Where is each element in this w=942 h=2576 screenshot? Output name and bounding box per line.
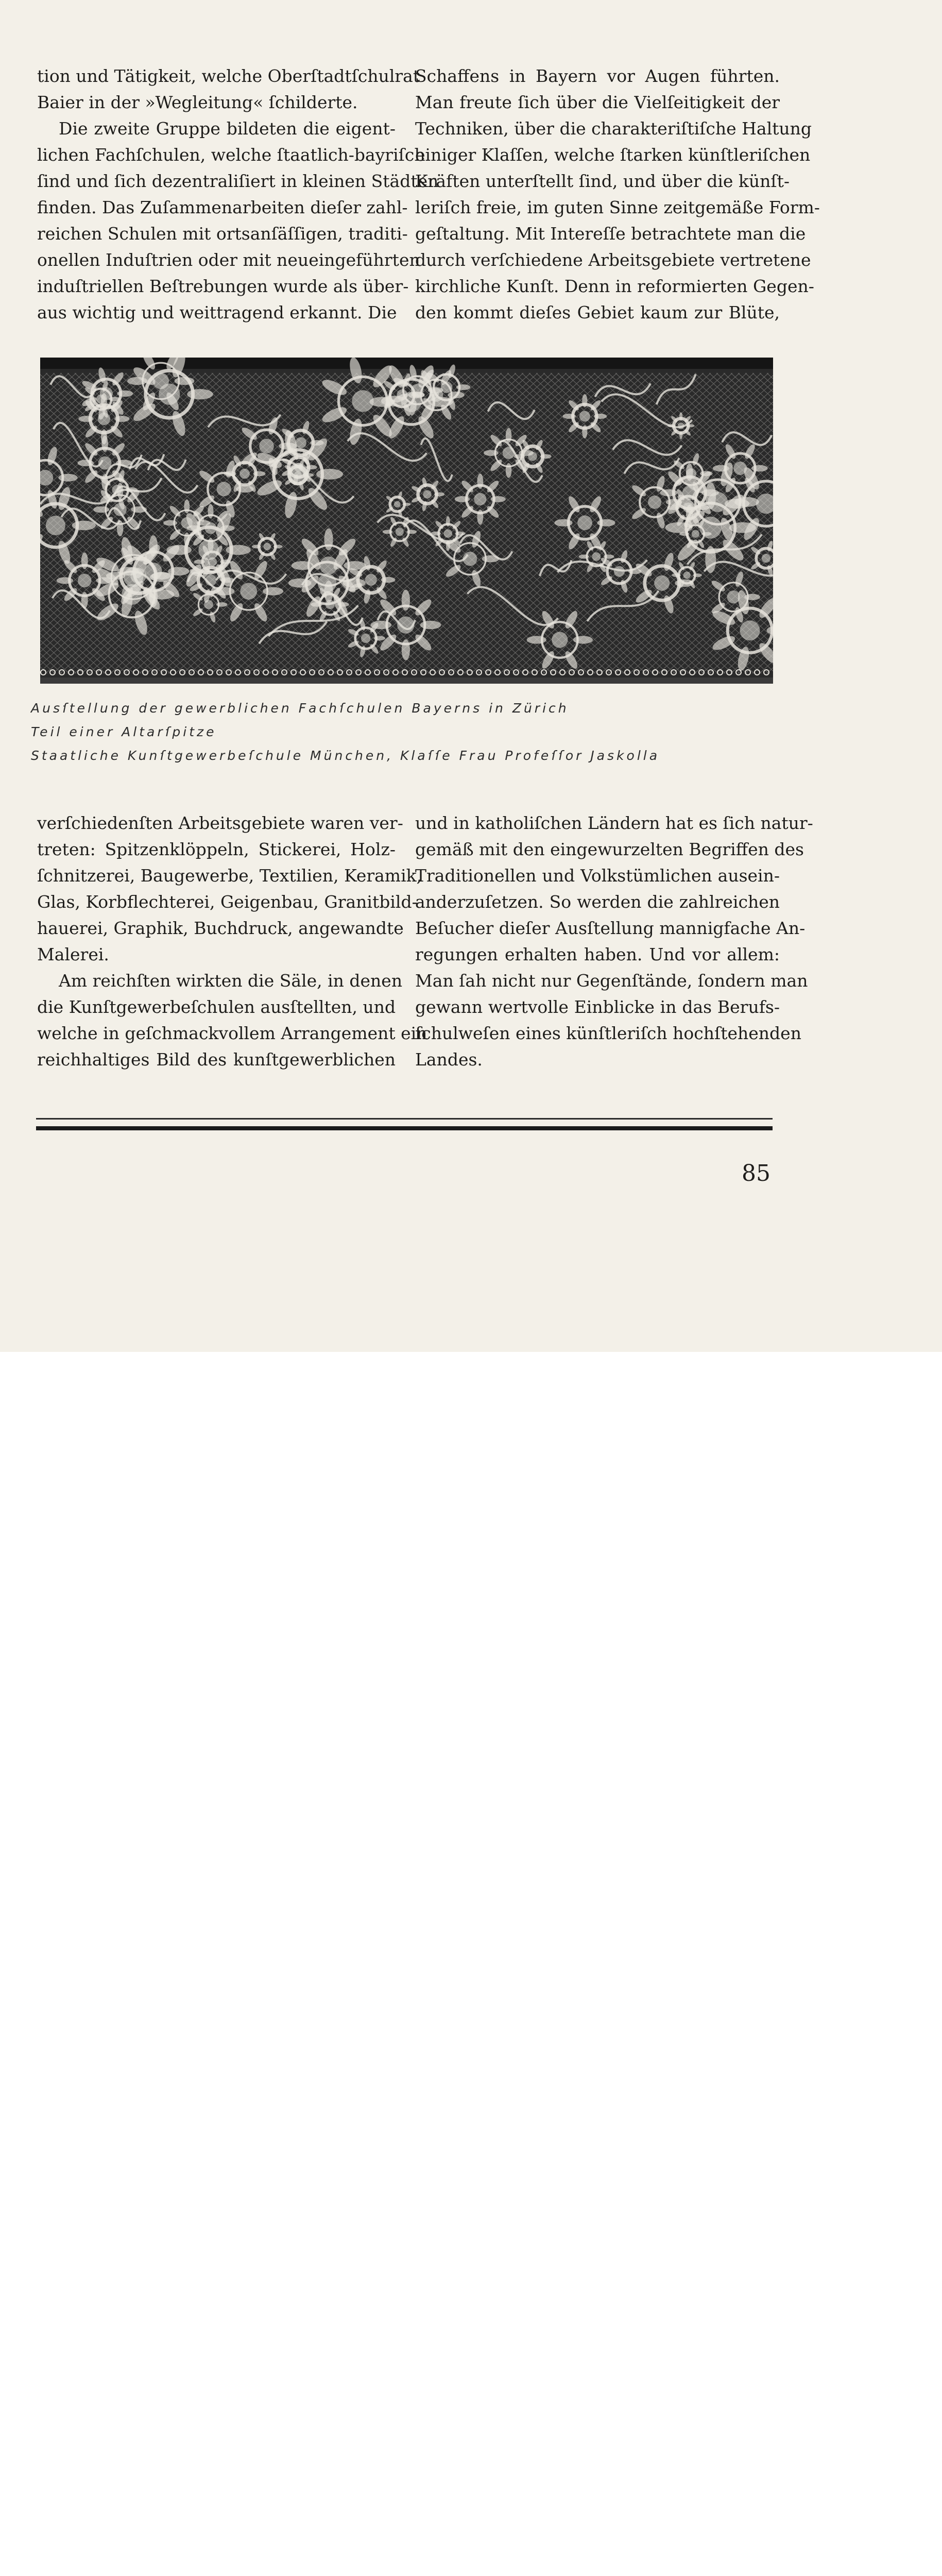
lace-motif xyxy=(239,469,250,479)
lace-motif xyxy=(328,670,333,675)
text-line: Man ſah nicht nur Gegenſtände, ſondern man xyxy=(415,971,808,991)
lace-motif xyxy=(41,670,46,675)
text-line: durch verſchiedene Arbeitsgebiete vertretene xyxy=(415,250,811,270)
lace-motif xyxy=(708,670,713,675)
lace-motif xyxy=(189,670,194,675)
lace-motif xyxy=(690,670,695,675)
text-line: Techniken, über die charakteriſtiſche Haltung xyxy=(415,118,812,139)
lace-motif xyxy=(396,528,404,536)
lace-motif xyxy=(300,670,305,675)
text-line: reichhaltiges Bild des kunſtgewerblichen xyxy=(37,1049,396,1070)
lace-motif xyxy=(527,636,546,643)
text-line: finden. Das Zuſammenarbeiten dieſer zahl- xyxy=(37,197,408,217)
lace-motif xyxy=(57,577,73,584)
lace-motif xyxy=(506,463,512,478)
lace-motif xyxy=(106,572,125,580)
text-line: hauerei, Graphik, Buchdruck, angewandte xyxy=(37,918,404,938)
lace-motif xyxy=(519,450,534,456)
text-line: treten: Spitzenklöppeln, Stickerei, Holz- xyxy=(37,839,396,859)
lace-motif xyxy=(740,620,760,640)
text-line: welche in geſchmackvollem Arrangement ein xyxy=(37,1023,427,1043)
lace-motif xyxy=(208,504,213,518)
lace-motif xyxy=(326,600,335,609)
text-line: Die zweite Gruppe bildeten die eigent- xyxy=(59,118,396,139)
lace-motif xyxy=(578,554,589,558)
lace-motif xyxy=(252,545,261,548)
altar-lace-image xyxy=(40,358,773,684)
lace-motif xyxy=(717,670,723,675)
lace-motif xyxy=(734,497,759,507)
text-column-top-left xyxy=(37,63,439,326)
caption-line: Teil einer Altarſpitze xyxy=(31,724,217,739)
caption-line: Ausſtellung der gewerblichen Fachſchulen Bayerns in Zürich xyxy=(31,701,569,716)
lace-motif xyxy=(254,670,259,675)
page-number: 85 xyxy=(742,1160,770,1187)
lace-motif xyxy=(430,670,435,675)
lace-motif xyxy=(58,474,77,482)
lace-motif xyxy=(106,670,111,675)
lace-motif xyxy=(316,469,343,480)
lace-motif xyxy=(98,413,110,425)
lace-motif xyxy=(540,454,552,459)
lace-motif xyxy=(660,489,678,497)
lace-motif xyxy=(448,392,465,398)
lace-motif xyxy=(456,384,471,390)
lace-motif xyxy=(474,493,486,505)
lace-motif xyxy=(279,443,297,450)
lace-motif xyxy=(702,532,712,536)
text-line: und in katholiſchen Ländern hat es ſich natur- xyxy=(415,813,813,833)
lace-motif xyxy=(198,670,203,675)
lace-motif xyxy=(370,621,391,629)
text-line: lichen Fachſchulen, welche ſtaatlich-bayriſch xyxy=(37,145,425,165)
caption-line: Staatliche Kunſtgewerbeſchule München, Klaſſe Frau Profeſſor Jaskolla xyxy=(31,748,660,763)
lace-motif xyxy=(675,579,694,587)
lace-motif xyxy=(319,670,324,675)
lace-motif xyxy=(130,568,146,584)
lace-motif xyxy=(381,577,395,583)
text-line: ſind und ſich dezentraliſiert in kleinen Städten xyxy=(37,171,439,191)
lace-motif xyxy=(420,621,441,629)
lace-motif xyxy=(490,496,506,502)
text-line: Landes. xyxy=(415,1049,483,1070)
text-line: Am reichſten wirkten die Säle, in denen xyxy=(59,971,403,991)
text-line: einiger Klaſſen, welche ſtarken künſtleriſchen xyxy=(415,145,811,165)
lace-motif xyxy=(46,516,65,535)
lace-motif xyxy=(744,594,760,600)
lace-motif xyxy=(523,670,528,675)
lace-motif xyxy=(766,625,773,635)
lace-motif xyxy=(402,639,410,660)
lace-motif xyxy=(168,504,182,518)
lace-motif xyxy=(455,496,470,502)
lace-motif xyxy=(101,393,107,409)
text-line: ſchulweſen eines künſtleriſch hochſtehenden xyxy=(415,1023,801,1043)
lace-motif xyxy=(288,579,312,588)
lace-motif xyxy=(513,670,519,675)
lace-motif xyxy=(40,470,53,486)
lace-motif xyxy=(324,528,333,550)
lace-motif xyxy=(560,670,565,675)
lace-motif xyxy=(592,552,601,561)
lace-motif xyxy=(224,471,236,477)
lace-motif xyxy=(582,394,587,408)
lace-motif xyxy=(168,528,182,541)
lace-motif xyxy=(554,519,572,527)
lace-motif xyxy=(679,412,682,420)
lace-motif xyxy=(449,670,454,675)
text-line: Traditionellen und Volkstümlichen ausein- xyxy=(415,866,780,886)
lace-motif xyxy=(263,587,283,596)
lace-motif xyxy=(648,496,661,509)
lace-motif xyxy=(124,670,129,675)
lace-motif xyxy=(582,425,587,438)
lace-motif xyxy=(489,458,504,473)
lace-motif xyxy=(217,482,231,496)
text-column-bottom-right xyxy=(415,810,813,1073)
lace-motif xyxy=(562,414,576,419)
digitization-footer xyxy=(0,1352,942,1411)
text-line: aus wichtig und weittragend erkannt. Die xyxy=(37,302,397,323)
lace-motif xyxy=(166,545,192,555)
lace-motif xyxy=(273,545,283,548)
lace-motif xyxy=(109,397,120,401)
lace-motif xyxy=(163,520,177,526)
text-column-top-right xyxy=(415,63,820,326)
text-line: Baier in der »Wegleitung« ſchilderte. xyxy=(37,92,358,112)
lace-motif xyxy=(151,572,170,580)
lace-motif xyxy=(194,560,205,564)
lace-motif xyxy=(81,552,88,569)
lace-motif xyxy=(127,377,147,385)
text-line: geſtaltung. Mit Intereſſe betrachtete man die xyxy=(415,224,806,244)
lace-motif xyxy=(133,670,139,675)
lace-motif xyxy=(597,519,615,527)
lace-motif xyxy=(263,670,268,675)
lace-motif xyxy=(604,554,614,558)
lace-motif xyxy=(352,390,373,412)
lace-motif xyxy=(495,670,500,675)
lace-motif xyxy=(295,437,306,449)
lace-motif xyxy=(578,670,584,675)
text-line: Man freute ſich über die Vielſeitigkeit der xyxy=(415,92,780,112)
lace-motif xyxy=(579,411,590,422)
lace-motif xyxy=(393,670,398,675)
lace-motif xyxy=(446,516,450,527)
lace-motif xyxy=(101,436,108,452)
text-line: verſchiedenſten Arbeitsgebiete waren ver- xyxy=(37,813,403,833)
lace-motif xyxy=(93,506,109,513)
lace-motif xyxy=(361,634,370,643)
lace-motif xyxy=(394,501,401,507)
text-line: Schaffens in Bayern vor Augen führten. xyxy=(415,66,780,86)
lace-motif xyxy=(444,529,452,537)
text-line: anderzuſetzen. So werden die zahlreichen xyxy=(415,892,780,912)
lace-motif xyxy=(259,439,274,454)
lace-motif xyxy=(653,670,658,675)
lace-motif xyxy=(756,494,773,514)
lace-motif xyxy=(552,632,568,648)
lace-motif xyxy=(373,636,385,640)
lace-motif xyxy=(365,574,377,586)
lace-motif xyxy=(184,499,190,513)
text-line: regungen erhalten haben. Und vor allem: xyxy=(415,944,780,964)
lace-motif xyxy=(423,490,431,498)
lace-motif xyxy=(643,670,648,675)
lace-motif xyxy=(588,670,593,675)
text-line: leriſch freie, im guten Sinne zeitgemäße Form- xyxy=(415,197,820,217)
lace-motif xyxy=(59,670,64,675)
text-line: Beſucher dieſer Ausſtellung mannigfache An- xyxy=(415,918,806,938)
lace-motif xyxy=(198,540,219,561)
lace-motif xyxy=(240,583,257,600)
lace-motif xyxy=(406,530,417,534)
lace-motif xyxy=(311,602,322,607)
text-line: kirchliche Kunſt. Denn in reformierten Gegen- xyxy=(415,276,814,296)
lace-motif xyxy=(434,492,444,496)
text-line: Malerei. xyxy=(37,944,109,964)
lace-motif xyxy=(235,670,241,675)
lace-motif xyxy=(770,465,773,492)
lace-motif xyxy=(68,670,74,675)
lace-motif xyxy=(625,670,630,675)
lace-motif xyxy=(755,670,760,675)
lace-motif xyxy=(117,391,133,397)
lace-motif xyxy=(654,575,670,591)
lace-motif xyxy=(408,392,425,398)
lace-motif xyxy=(40,677,773,684)
lace-motif xyxy=(306,465,317,470)
lace-motif xyxy=(700,471,713,476)
text-line: tion und Tätigkeit, welche Oberſtadtſchulrat xyxy=(37,66,420,86)
lace-motif xyxy=(78,574,92,588)
lace-motif xyxy=(594,414,607,419)
lace-motif xyxy=(708,492,728,512)
lace-motif xyxy=(187,389,213,399)
lace-motif xyxy=(506,428,512,443)
lace-motif xyxy=(253,471,265,477)
lace-motif xyxy=(264,543,271,551)
text-line: den kommt dieſes Gebiet kaum zur Blüte, xyxy=(415,302,780,323)
figure-caption xyxy=(31,697,752,768)
lace-motif xyxy=(365,670,370,675)
text-line: Kräften unterſtellt ſind, und über die künſt- xyxy=(415,171,790,191)
lace-motif xyxy=(175,377,195,385)
lace-motif xyxy=(430,388,443,402)
lace-motif xyxy=(342,579,366,588)
lace-motif xyxy=(78,416,94,422)
lace-motif xyxy=(216,602,228,607)
lace-motif xyxy=(729,522,756,533)
lace-motif xyxy=(693,573,702,577)
lace-motif xyxy=(72,521,96,531)
lace-motif xyxy=(727,590,740,603)
lace-motif xyxy=(114,416,130,422)
lace-motif xyxy=(686,468,696,479)
text-line: die Kunſtgewerbeſchulen ausſtellten, und xyxy=(37,997,396,1017)
lace-motif xyxy=(679,532,689,536)
lace-motif xyxy=(692,530,699,538)
text-line: induſtriellen Beſtrebungen wurde als über- xyxy=(37,276,409,296)
lace-motif xyxy=(402,590,410,611)
lace-motif xyxy=(679,431,682,439)
lace-motif xyxy=(403,503,411,506)
lace-motif xyxy=(484,450,499,456)
text-line: gewann wertvolle Einblicke in das Berufs- xyxy=(415,997,780,1017)
lace-motif xyxy=(577,515,592,530)
lace-photograph xyxy=(40,358,773,684)
lace-motif xyxy=(573,636,593,643)
lace-motif xyxy=(477,473,483,489)
lace-motif xyxy=(762,554,770,563)
text-line: Glas, Korbflechterei, Geigenbau, Granitbild- xyxy=(37,892,418,912)
lace-motif xyxy=(455,532,465,536)
lace-motif xyxy=(170,670,176,675)
lace-motif xyxy=(751,465,768,472)
text-line: ſchnitzerei, Baugewerbe, Textilien, Keramik, xyxy=(37,866,422,886)
lace-motif xyxy=(421,438,452,481)
lace-motif xyxy=(477,510,483,525)
text-line: onellen Induſtrien oder mit neueingeführten xyxy=(37,250,420,270)
lace-motif xyxy=(384,670,389,675)
lace-motif xyxy=(458,670,463,675)
footer-rule-thick xyxy=(36,1126,773,1130)
lace-motif xyxy=(683,571,691,579)
text-column-bottom-left xyxy=(37,810,427,1073)
footer-rule-thin xyxy=(36,1118,773,1120)
text-line: reichen Schulen mit ortsanſäſſigen, traditi- xyxy=(37,224,408,244)
lace-motif xyxy=(383,530,393,534)
text-line: gemäß mit den eingewurzelten Begriffen des xyxy=(415,839,804,859)
lace-motif xyxy=(152,373,169,389)
lace-motif xyxy=(226,545,251,555)
